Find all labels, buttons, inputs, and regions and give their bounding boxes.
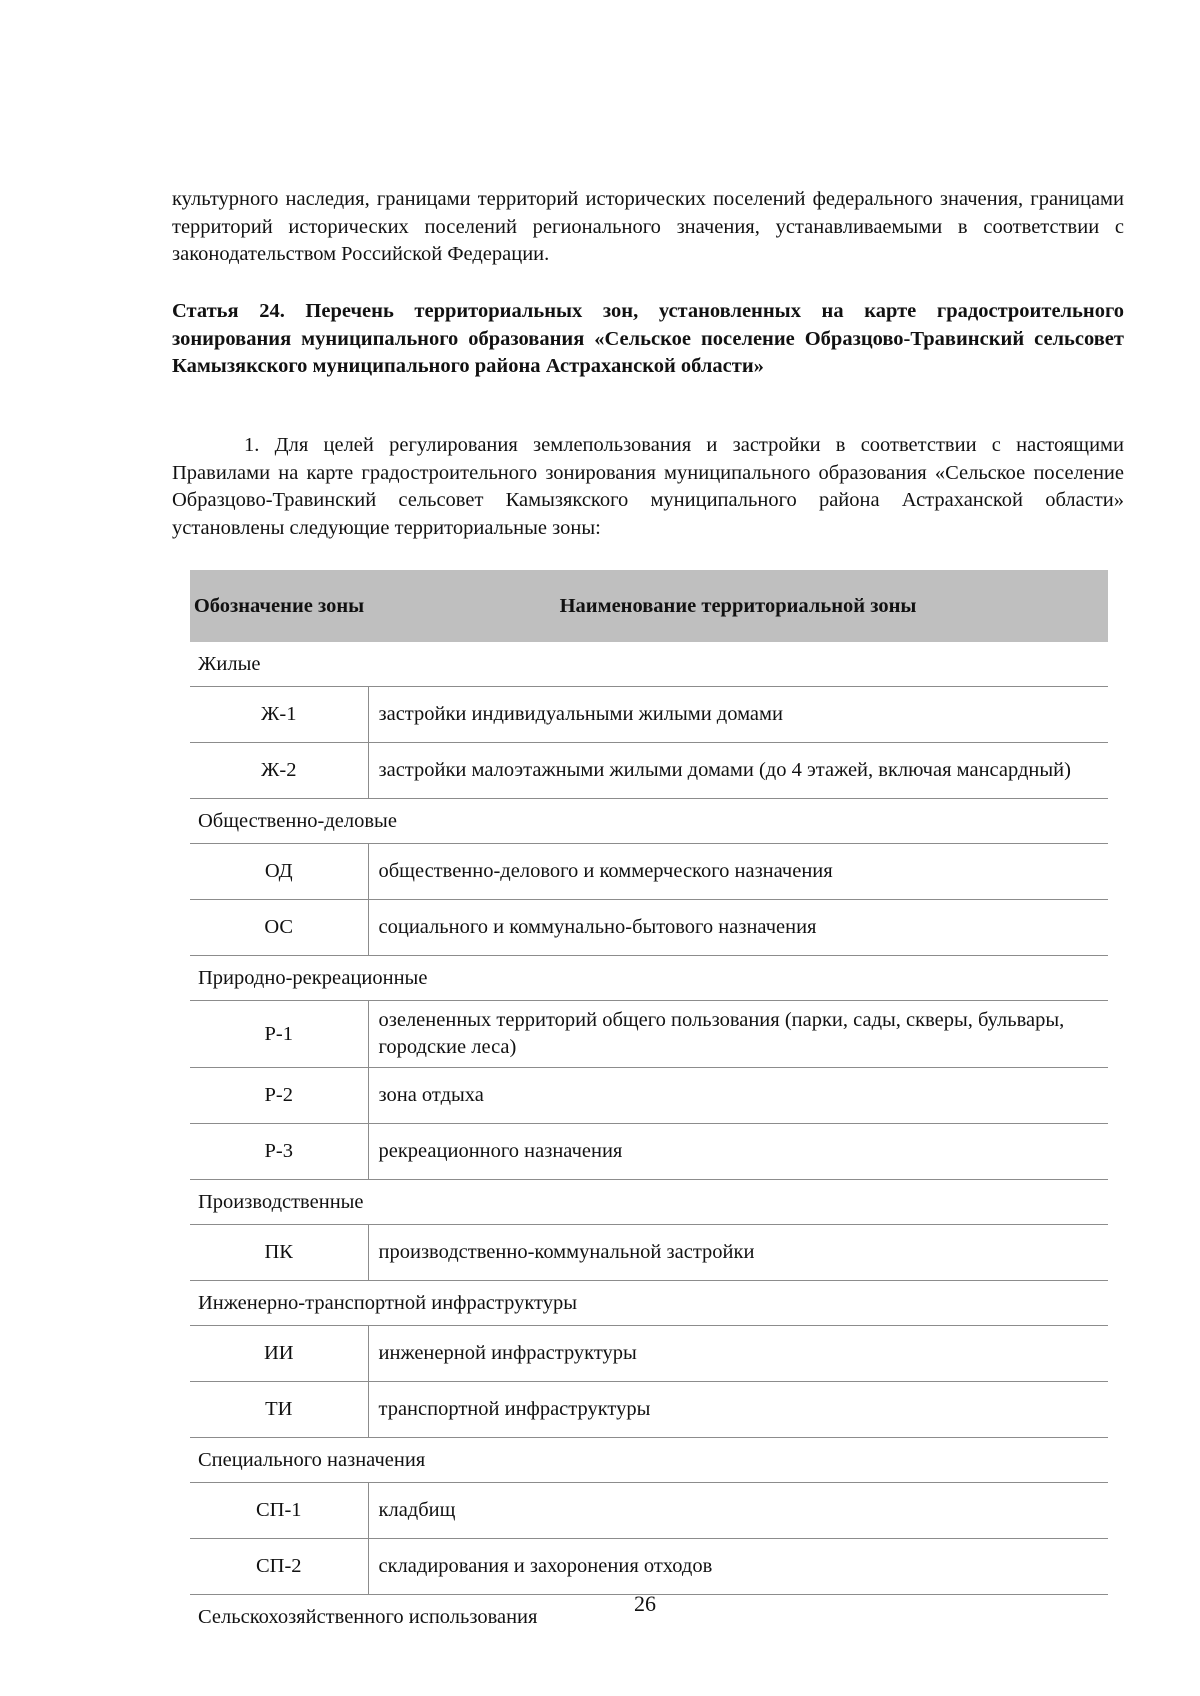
table-row [190,1068,1108,1124]
header-zone-code: Обозначение зоны [190,570,368,642]
article-heading [172,298,1124,381]
zone-name: зона отдыха [368,1068,1108,1124]
group-row [190,642,1108,687]
zone-name: застройки малоэтажными жилыми домами (до 4 этажей, включая мансардный) [368,743,1108,799]
zone-name: транспортной инфраструктуры [368,1382,1108,1438]
zone-code: ТИ [190,1382,368,1438]
paragraph-line: настоящими Правилами на карте градостроительного зонирования муниципального [172,434,1124,484]
group-row [190,1180,1108,1225]
group-row [190,956,1108,1001]
zone-code: Ж-2 [190,743,368,799]
table-row [190,1124,1108,1180]
table-row [190,1326,1108,1382]
group-title: Сельскохозяйственного использования [198,1605,538,1628]
table-header-row [190,570,1108,642]
zone-code: Р-1 [190,1001,368,1068]
table-row [190,1483,1108,1539]
page-number: 26 [634,1591,656,1616]
zone-name: общественно-делового и коммерческого назначения [368,844,1108,900]
intro-line: значения, границами территорий исторических поселений регионального значения, [172,188,1124,238]
zone-name: рекреационного назначения [368,1124,1108,1180]
table-row [190,743,1108,799]
intro-line: культурного наследия, границами территорий исторических поселений федерального [172,188,940,210]
paragraph-line: образования «Сельское поселение Образцово-Травинский сельсовет Камызякского [172,461,1124,511]
group-row [190,1438,1108,1483]
heading-line: Астраханской области» [545,355,764,377]
zone-name: складирования и захоронения отходов [368,1539,1108,1595]
zone-name: кладбищ [368,1483,1108,1539]
table-row [190,1225,1108,1281]
header-zone-name: Наименование территориальной зоны [368,570,1108,642]
zone-code: ПК [190,1225,368,1281]
zone-name: социального и коммунально-бытового назначения [368,900,1108,956]
group-title: Специального назначения [198,1448,426,1471]
paragraph-line: территориальные зоны: [394,516,601,539]
table-row [190,687,1108,743]
paragraph-line: муниципального района Астраханской области» установлены следующие [172,489,1124,539]
intro-paragraph [172,432,1124,542]
zone-name: застройки индивидуальными жилыми домами [368,687,1108,743]
zone-code: ОД [190,844,368,900]
zones-table-body [190,642,1108,1639]
intro-text [172,186,1124,269]
zone-code: Р-3 [190,1124,368,1180]
table-row [190,1001,1108,1068]
zone-code: СП-1 [190,1483,368,1539]
group-title: Природно-рекреационные [198,966,428,989]
zone-code: Р-2 [190,1068,368,1124]
paragraph-line: 1. Для целей регулирования землепользования и застройки в соответствии с [244,434,1017,456]
group-row [190,799,1108,844]
table-row [190,900,1108,956]
zone-code: ОС [190,900,368,956]
zone-name: производственно-коммунальной застройки [368,1225,1108,1281]
heading-line: Статья 24. Перечень территориальных зон, установленных на карте [172,300,937,322]
zone-code: Ж-1 [190,687,368,743]
group-row [190,1281,1108,1326]
table-row [190,1539,1108,1595]
table-row [190,1382,1108,1438]
heading-line: Образцово-Травинский сельсовет Камызякского муниципального района [172,327,1124,377]
group-title: Общественно-деловые [198,809,397,832]
group-title: Жилые [198,652,261,675]
zone-name: озелененных территорий общего пользования (парки, сады, скверы, бульвары, городские леса) [368,1001,1108,1068]
zone-name: инженерной инфраструктуры [368,1326,1108,1382]
table-row [190,844,1108,900]
heading-line: градостроительного зонирования муниципального образования «Сельское поселение [172,300,1124,350]
group-title: Инженерно-транспортной инфраструктуры [198,1291,577,1314]
intro-line: устанавливаемыми в соответствии с законодательством Российской Федерации. [172,215,1125,265]
zone-code: СП-2 [190,1539,368,1595]
zone-code: ИИ [190,1326,368,1382]
zones-table [190,570,1108,1639]
group-title: Производственные [198,1190,364,1213]
